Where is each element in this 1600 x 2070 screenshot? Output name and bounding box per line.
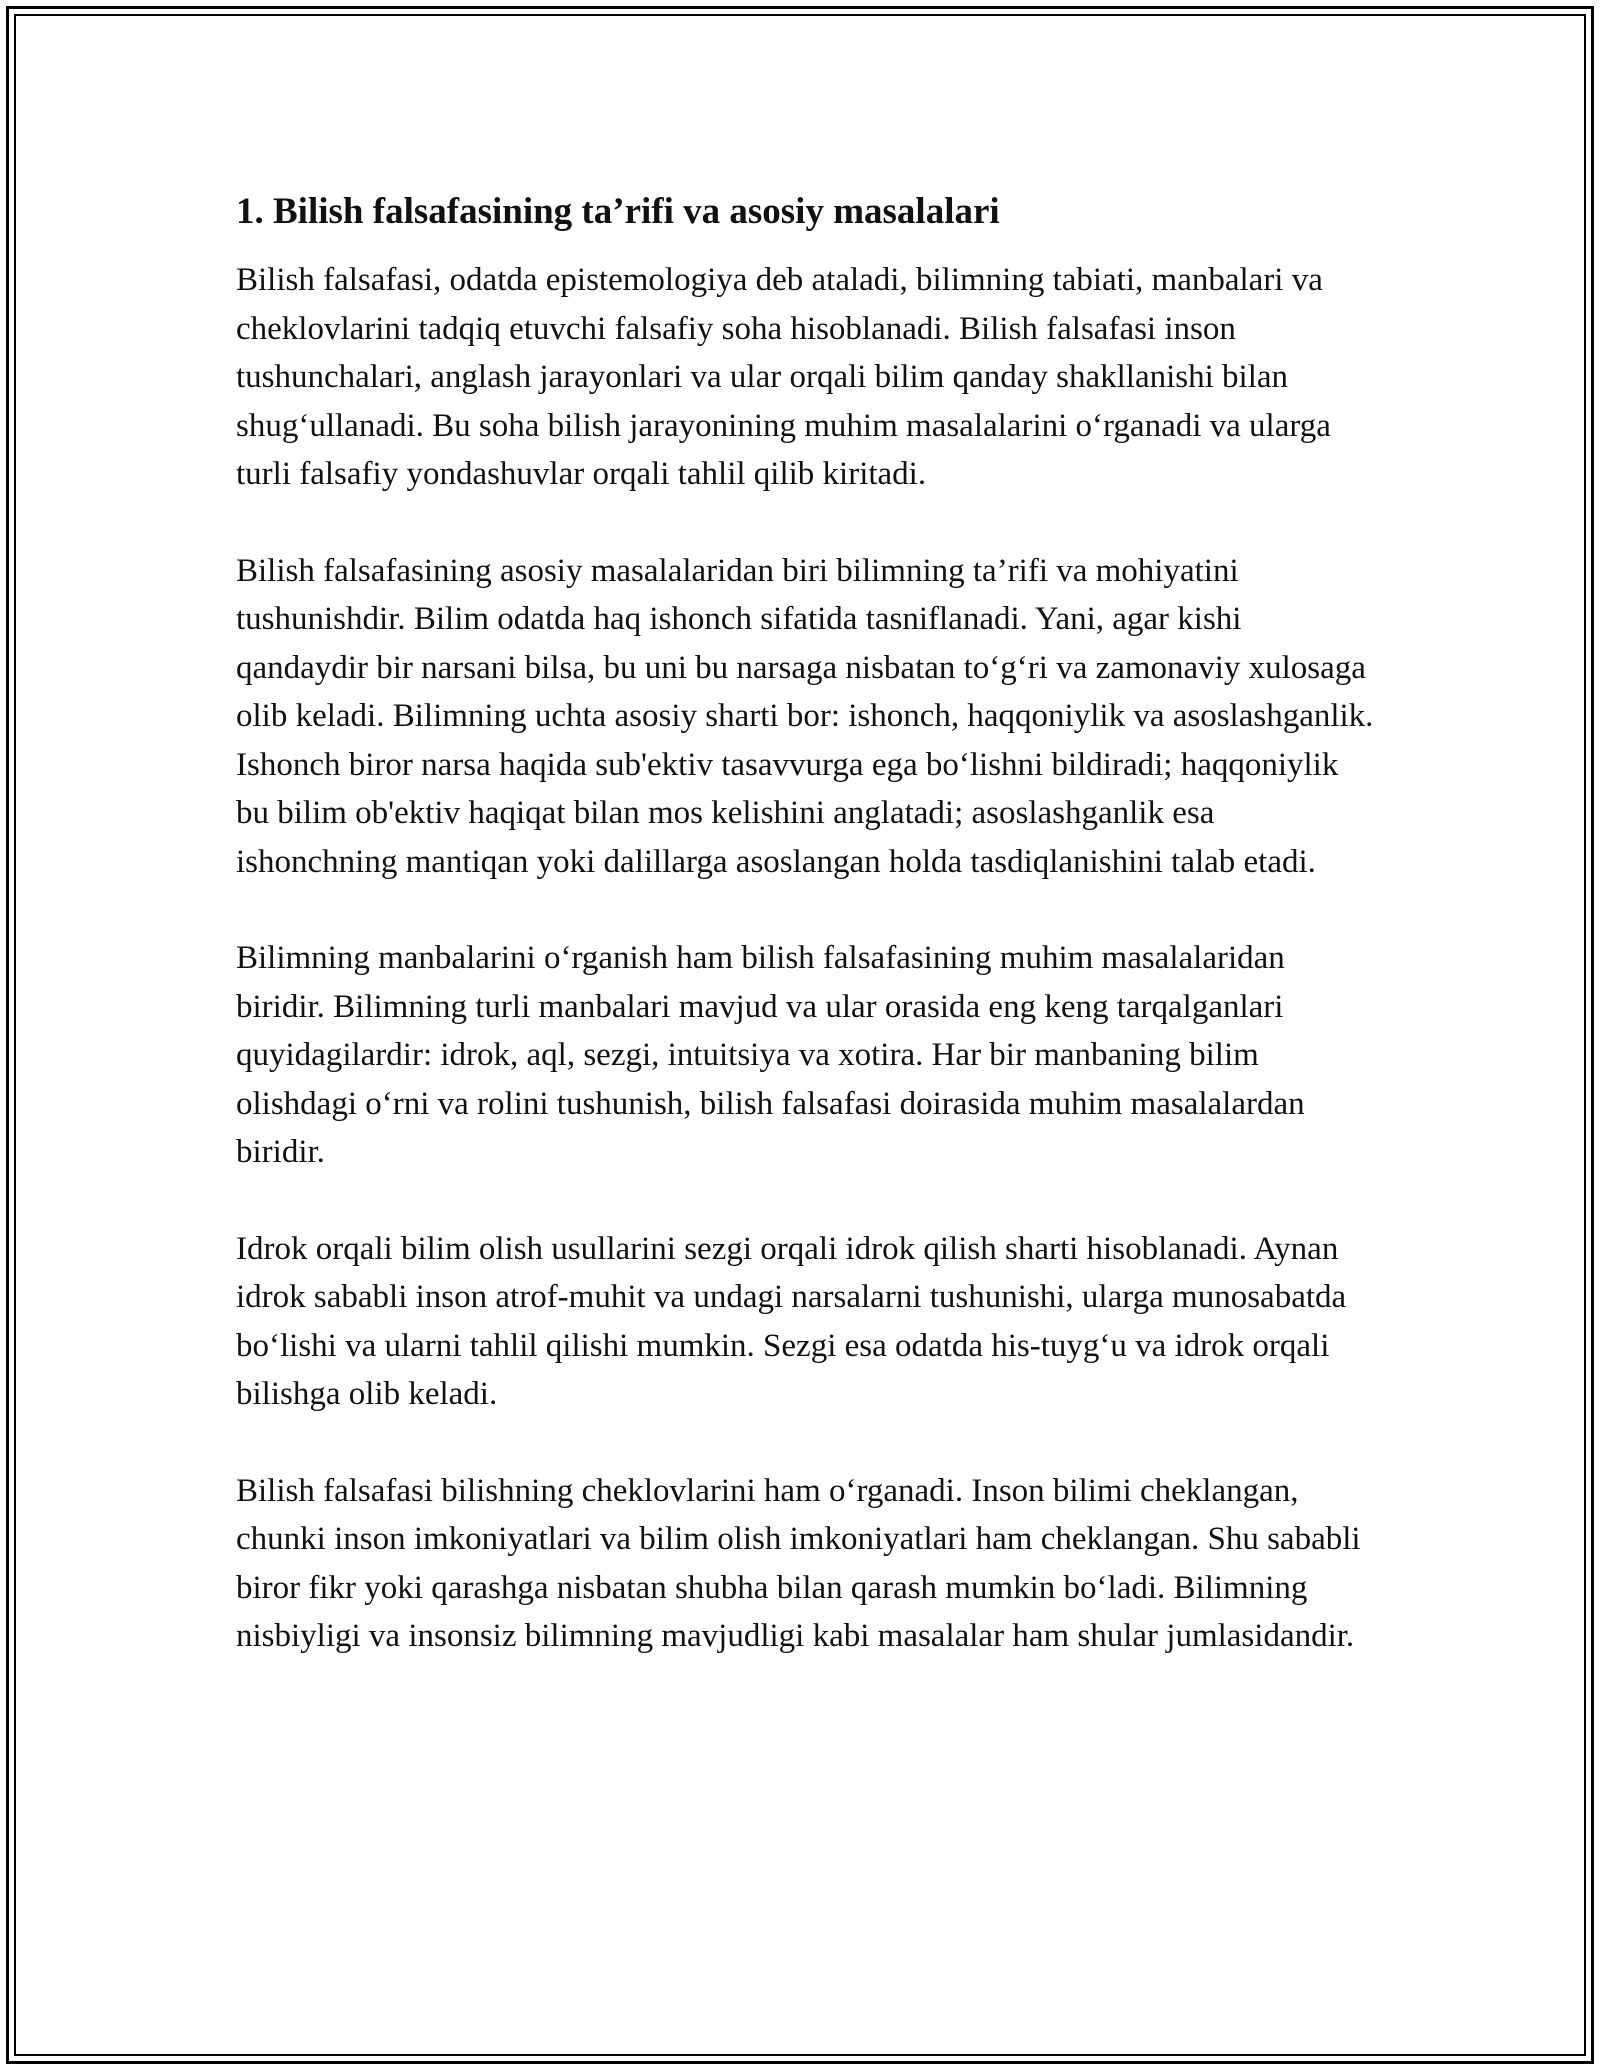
paragraph-knowledge-nature: Bilish falsafasining asosiy masalalaridan biri bilimning ta’rifi va mohiyatini tushunishdir. Bilim odatda haq ishonch sifatida tasniflanadi. Yani, agar kishi qandaydir bir narsani bilsa, bu uni bu narsaga nisbatan to‘g‘ri va zamonaviy xulosaga olib keladi. Bilimning uchta asosiy sharti bor: ishonch, haqqoniylik va asoslashganlik. Ishonch biror narsa haqida sub'ektiv tasavvurga ega bo‘lishni bildiradi; haqqoniylik bu bilim ob'ektiv haqiqat bilan mos kelishini anglatadi; asoslashganlik esa ishonchning mantiqan yoki dalillarga asoslangan holda tasdiqlanishini talab etadi. xyxy=(236,552,1374,880)
document-body xyxy=(236,186,1376,1661)
paragraph-limitations: Bilish falsafasi bilishning cheklovlarini ham o‘rganadi. Inson bilimi cheklangan, chunki inson imkoniyatlari va bilim olish imkoniyatlari ham cheklangan. Shu sababli biror fikr yoki qarashga nisbatan shubha bilan qarash mumkin bo‘ladi. Bilimning nisbiyligi va insonsiz bilimning mavjudligi kabi masalalar ham shular jumlasidandir. xyxy=(236,1472,1361,1654)
paragraph-definition: Bilish falsafasi, odatda epistemologiya deb ataladi, bilimning tabiati, manbalari va cheklovlarini tadqiq etuvchi falsafiy soha hisoblanadi. Bilish falsafasi inson tushunchalari, anglash jarayonlari va ular orqali bilim qanday shakllanishi bilan shug‘ullanadi. Bu soha bilish jarayonining muhim masalalarini o‘rganadi va ularga turli falsafiy yondashuvlar orqali tahlil qilib kiritadi. xyxy=(236,262,1331,492)
section-heading: 1. Bilish falsafasining ta’rifi va asosiy masalalari xyxy=(236,191,1000,232)
paragraph-knowledge-sources: Bilimning manbalarini o‘rganish ham bilish falsafasining muhim masalalaridan biridir. Bilimning turli manbalari mavjud va ular orasida eng keng tarqalganlari quyidagilardir: idrok, aql, sezgi, intuitsiya va xotira. Har bir manbaning bilim olishdagi o‘rni va rolini tushunish, bilish falsafasi doirasida muhim masalalardan biridir. xyxy=(236,940,1305,1170)
paragraph-perception: Idrok orqali bilim olish usullarini sezgi orqali idrok qilish sharti hisoblanadi. Aynan idrok sababli inson atrof-muhit va undagi narsalarni tushunishi, ularga munosabatda bo‘lishi va ularni tahlil qilishi mumkin. Sezgi esa odatda his-tuyg‘u va idrok orqali bilishga olib keladi. xyxy=(236,1230,1347,1412)
